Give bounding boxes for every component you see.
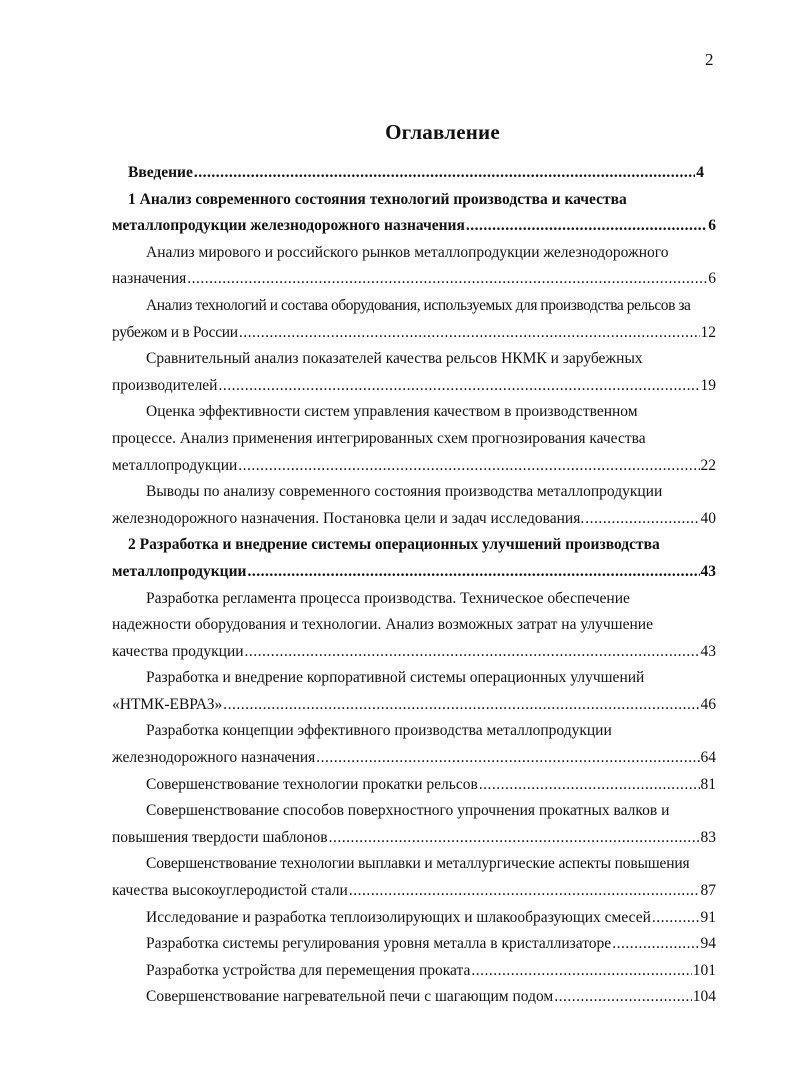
toc-entry-section[interactable] — [112, 586, 716, 666]
leader-dots — [471, 958, 691, 985]
toc-page-number: 64 — [700, 749, 716, 767]
toc-entry-title-continued: металлопродукции железнодорожного назначения — [112, 217, 465, 235]
toc-entry-title: Совершенствование способов поверхностного упрочнения прокатных валков и — [146, 802, 670, 820]
table-of-contents — [112, 160, 716, 1011]
page-number: 2 — [705, 50, 714, 69]
toc-entry-section[interactable] — [112, 240, 716, 293]
leader-dots — [238, 453, 699, 480]
toc-page-number: 6 — [708, 270, 716, 288]
toc-entry-title: Разработка устройства для перемещения проката — [146, 961, 471, 979]
toc-entry-section[interactable] — [112, 772, 716, 799]
toc-entry-section[interactable] — [112, 905, 716, 932]
leader-dots — [479, 772, 700, 799]
toc-entry-title: Введение — [128, 164, 193, 181]
toc-page-number: 87 — [700, 882, 716, 900]
toc-page-number: 46 — [700, 695, 716, 713]
toc-entry-section[interactable] — [112, 399, 716, 479]
toc-entry-title: Исследование и разработка теплоизолирующих и шлакообразующих смесей — [146, 908, 651, 926]
toc-entry-title-continued: процессе. Анализ применения интегрированных схем прогнозирования качества — [112, 429, 646, 447]
toc-page-number: 94 — [700, 935, 716, 953]
toc-entry-section[interactable] — [112, 958, 716, 985]
toc-entry-chapter-2[interactable] — [112, 532, 716, 585]
toc-entry-title-continued: рубежом и в России — [112, 323, 238, 341]
leader-dots — [466, 213, 707, 240]
toc-entry-title-continued: надежности оборудования и технологии. Анализ возможных затрат на улучшение — [112, 616, 653, 634]
leader-dots — [329, 825, 700, 852]
toc-entry-title: Выводы по анализу современного состояния производства металлопродукции — [146, 483, 663, 501]
toc-page-number: 81 — [700, 775, 716, 793]
toc-entry-section[interactable] — [112, 665, 716, 718]
toc-page-number: 43 — [700, 562, 716, 580]
toc-entry-title: Разработка системы регулирования уровня металла в кристаллизаторе — [146, 935, 612, 953]
leader-dots — [316, 745, 699, 772]
toc-entry-section[interactable] — [112, 798, 716, 851]
leader-dots — [349, 878, 700, 905]
toc-entry-title: Разработка регламента процесса производства. Техническое обеспечение — [146, 589, 630, 607]
page-title: Оглавление — [385, 120, 500, 144]
toc-entry-title-continued: назначения — [112, 270, 187, 288]
toc-entry-title-continued: железнодорожного назначения — [112, 749, 316, 767]
toc-entry-section[interactable] — [112, 931, 716, 958]
toc-page-number: 12 — [700, 323, 716, 341]
leader-dots — [652, 905, 700, 932]
leader-dots — [194, 160, 695, 187]
toc-entry-title-continued: «НТМК-ЕВРАЗ» — [112, 695, 223, 713]
leader-dots — [223, 692, 699, 719]
toc-page-number: 22 — [700, 456, 716, 474]
toc-entry-section[interactable] — [112, 718, 716, 771]
toc-entry-title: Совершенствование технологии прокатки рельсов — [146, 775, 478, 793]
toc-entry-title-continued: железнодорожного назначения. Постановка цели и задач исследования. — [112, 509, 585, 527]
toc-entry-title-continued: качества продукции — [112, 642, 244, 660]
toc-entry-chapter-1[interactable] — [112, 187, 716, 240]
toc-entry-title: Совершенствование технологии выплавки и металлургические аспекты повышения — [146, 855, 690, 873]
toc-page-number: 40 — [700, 509, 716, 527]
toc-entry-section[interactable] — [112, 479, 716, 532]
toc-entry-title: 1 Анализ современного состояния технологий производства и качества — [128, 190, 627, 208]
toc-page-number: 43 — [700, 642, 716, 660]
toc-entry-section[interactable] — [112, 346, 716, 399]
leader-dots — [245, 639, 700, 666]
toc-entry-section[interactable] — [112, 984, 716, 1011]
toc-page-number: 4 — [696, 164, 704, 181]
leader-dots — [218, 373, 699, 400]
toc-page-number: 6 — [708, 217, 716, 235]
toc-entry-introduction[interactable] — [112, 160, 716, 187]
toc-entry-title: Разработка и внедрение корпоративной системы операционных улучшений — [146, 669, 645, 687]
toc-entry-title: Анализ технологий и состава оборудования, используемых для производства рельсов за — [146, 296, 691, 314]
toc-entry-title-continued: повышения твердости шаблонов — [112, 828, 328, 846]
toc-page-number: 19 — [700, 376, 716, 394]
toc-entry-title: Оценка эффективности систем управления качеством в производственном — [146, 403, 638, 421]
leader-dots — [239, 320, 700, 347]
toc-page-number: 83 — [700, 828, 716, 846]
toc-entry-title: Сравнительный анализ показателей качества рельсов НКМК и зарубежных — [146, 350, 643, 368]
toc-entry-title: 2 Разработка и внедрение системы операционных улучшений производства — [128, 536, 660, 554]
toc-entry-title-continued: металлопродукции — [112, 456, 238, 474]
leader-dots — [247, 559, 699, 586]
leader-dots — [585, 506, 699, 533]
toc-entry-section[interactable] — [112, 293, 716, 346]
toc-page-number: 91 — [700, 908, 716, 926]
toc-page-number: 101 — [692, 961, 716, 979]
leader-dots — [554, 984, 692, 1011]
leader-dots — [612, 931, 699, 958]
toc-entry-title-continued: производителей — [112, 376, 218, 394]
toc-page-number: 104 — [692, 988, 716, 1006]
toc-entry-title-continued: качества высокоуглеродистой стали — [112, 882, 348, 900]
leader-dots — [187, 266, 707, 293]
toc-entry-section[interactable] — [112, 851, 716, 904]
toc-entry-title: Анализ мирового и российского рынков металлопродукции железнодорожного — [146, 243, 669, 261]
toc-entry-title: Разработка концепции эффективного производства металлопродукции — [146, 722, 612, 740]
toc-entry-title: Совершенствование нагревательной печи с шагающим подом — [146, 988, 554, 1006]
toc-entry-title-continued: металлопродукции — [112, 562, 247, 580]
